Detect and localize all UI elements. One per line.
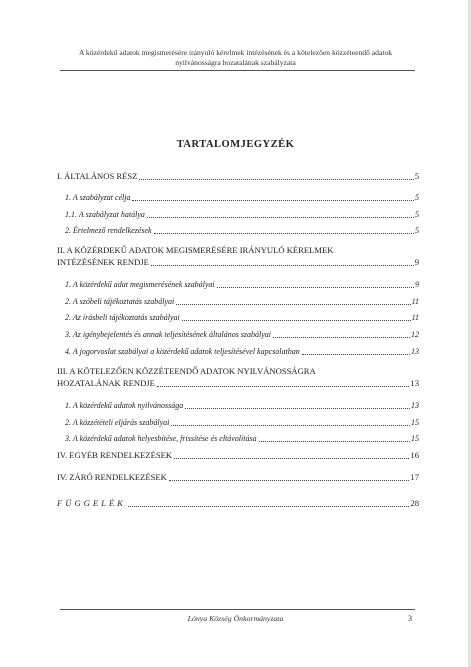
toc-page-number: 9 <box>415 280 419 289</box>
toc-page-number: 15 <box>411 434 419 443</box>
toc-page-number: 17 <box>410 472 419 482</box>
toc-dot-leader <box>185 408 410 409</box>
toc-entry-label: 3. A közérdekű adatok helyesbítése, frissítése és eltávolítása <box>65 434 257 443</box>
toc-entry-label: 1. A közérdekű adat megismerésének szabályai <box>65 280 215 289</box>
running-header <box>60 48 411 67</box>
toc-page-number: 5 <box>415 193 419 202</box>
toc-entry-label: 4. A jogorvoslat szabályai a közérdekű adatok teljesítésével kapcsolatban <box>65 347 300 356</box>
toc-dot-leader <box>157 386 410 387</box>
toc-page-number: 16 <box>410 450 419 460</box>
toc-dot-leader <box>182 320 411 321</box>
toc-page-number: 11 <box>411 313 419 322</box>
toc-page-number: 28 <box>410 498 419 508</box>
toc-entry-label: 2. Az írásbeli tájékoztatás szabályai <box>65 313 180 322</box>
toc-dot-leader <box>128 506 410 507</box>
toc-entry-section-4[interactable] <box>57 450 419 461</box>
toc-entry-1-3[interactable] <box>65 225 419 236</box>
toc-entry-2-3[interactable] <box>65 312 419 323</box>
toc-entry-2-2[interactable] <box>65 296 419 307</box>
toc-entry-3-2[interactable] <box>65 417 419 428</box>
toc-dot-leader <box>171 425 410 426</box>
toc-dot-leader <box>154 233 414 234</box>
toc-entry-2-4[interactable] <box>65 329 419 340</box>
toc-entry-label: 1. A közérdekű adatok nyilvánossága <box>65 401 184 410</box>
toc-dot-leader <box>151 265 414 266</box>
toc-entry-label: 3. Az igénybejelentés és annak teljesítésének általános szabályai <box>65 330 272 339</box>
toc-page-number: 12 <box>411 330 419 339</box>
toc-dot-leader <box>273 337 410 338</box>
header-line-2: nyilvánosságra hozatalának szabályzata <box>175 57 296 67</box>
toc-entry-label: 2. A közzétételi eljárás szabályai <box>65 418 170 427</box>
toc-page-number: 5 <box>415 210 419 219</box>
toc-page-number: 5 <box>415 226 419 235</box>
toc-entry-1-1[interactable] <box>65 192 419 203</box>
toc-dot-leader <box>217 287 414 288</box>
toc-entry-section-2-line-1[interactable]: II. A KÖZÉRDEKŰ ADATOK MEGISMERÉSÉRE IRÁNYULÓ KÉRELMEK <box>57 245 334 255</box>
toc-page-number: 15 <box>411 418 419 427</box>
toc-dot-leader <box>147 217 414 218</box>
toc-page-number: 11 <box>411 297 419 306</box>
toc-entry-appendix[interactable] <box>57 498 419 509</box>
footer-rule <box>60 609 415 610</box>
toc-dot-leader <box>259 441 410 442</box>
toc-dot-leader <box>139 179 413 180</box>
toc-entry-section-2[interactable] <box>57 257 419 268</box>
toc-dot-leader <box>132 200 414 201</box>
toc-entry-3-1[interactable] <box>65 400 419 411</box>
toc-entry-label: INTÉZÉSÉNEK RENDJE <box>57 257 149 267</box>
header-line-1: A közérdekű adatok megismerésére irányuló kérelmek intézésének és a kötelezően közzéteendő adatok <box>78 48 393 57</box>
toc-entry-section-1[interactable] <box>57 171 419 182</box>
toc-entry-label: FÜGGELÉK <box>57 498 126 508</box>
toc-page-number: 9 <box>414 257 419 267</box>
toc-entry-3-3[interactable] <box>65 433 419 444</box>
toc-entry-1-2[interactable] <box>65 209 419 220</box>
toc-entry-section-3[interactable] <box>57 378 419 389</box>
toc-dot-leader <box>169 480 410 481</box>
toc-entry-2-1[interactable] <box>65 279 419 290</box>
header-rule <box>60 70 415 71</box>
toc-page-number: 5 <box>414 171 419 181</box>
toc-page-number: 13 <box>411 347 419 356</box>
toc-entry-label: HOZATALÁNAK RENDJE <box>57 378 155 388</box>
toc-entry-label: 2. Értelmező rendelkezések <box>65 226 152 235</box>
toc-title: TARTALOMJEGYZÉK <box>176 139 295 150</box>
toc-entry-label: 1.1. A szabályzat hatálya <box>65 210 145 219</box>
toc-entry-label: IV. ZÁRÓ RENDELKEZÉSEK <box>57 472 167 482</box>
toc-entry-label: 1. A szabályzat célja <box>65 193 131 202</box>
page-number: 3 <box>408 614 412 623</box>
toc-entry-section-5[interactable] <box>57 472 419 483</box>
footer-text: Lónya Község Önkormányzata <box>187 614 284 623</box>
toc-dot-leader <box>176 304 410 305</box>
toc-page-number: 13 <box>410 378 419 388</box>
toc-page-number: 13 <box>411 401 419 410</box>
toc-dot-leader <box>302 354 410 355</box>
toc-entry-label: IV. EGYÉB RENDELKEZÉSEK <box>57 450 173 460</box>
toc-entry-2-5[interactable] <box>65 346 419 357</box>
toc-entry-label: 2. A szóbeli tájékoztatás szabályai <box>65 297 175 306</box>
toc-entry-label: I. ÁLTALÁNOS RÉSZ <box>57 171 138 181</box>
toc-dot-leader <box>174 458 409 459</box>
toc-entry-section-3-line-1[interactable]: III. A KÖTELEZŐEN KÖZZÉTEENDŐ ADATOK NYILVÁNOSSÁGRA <box>57 366 316 376</box>
